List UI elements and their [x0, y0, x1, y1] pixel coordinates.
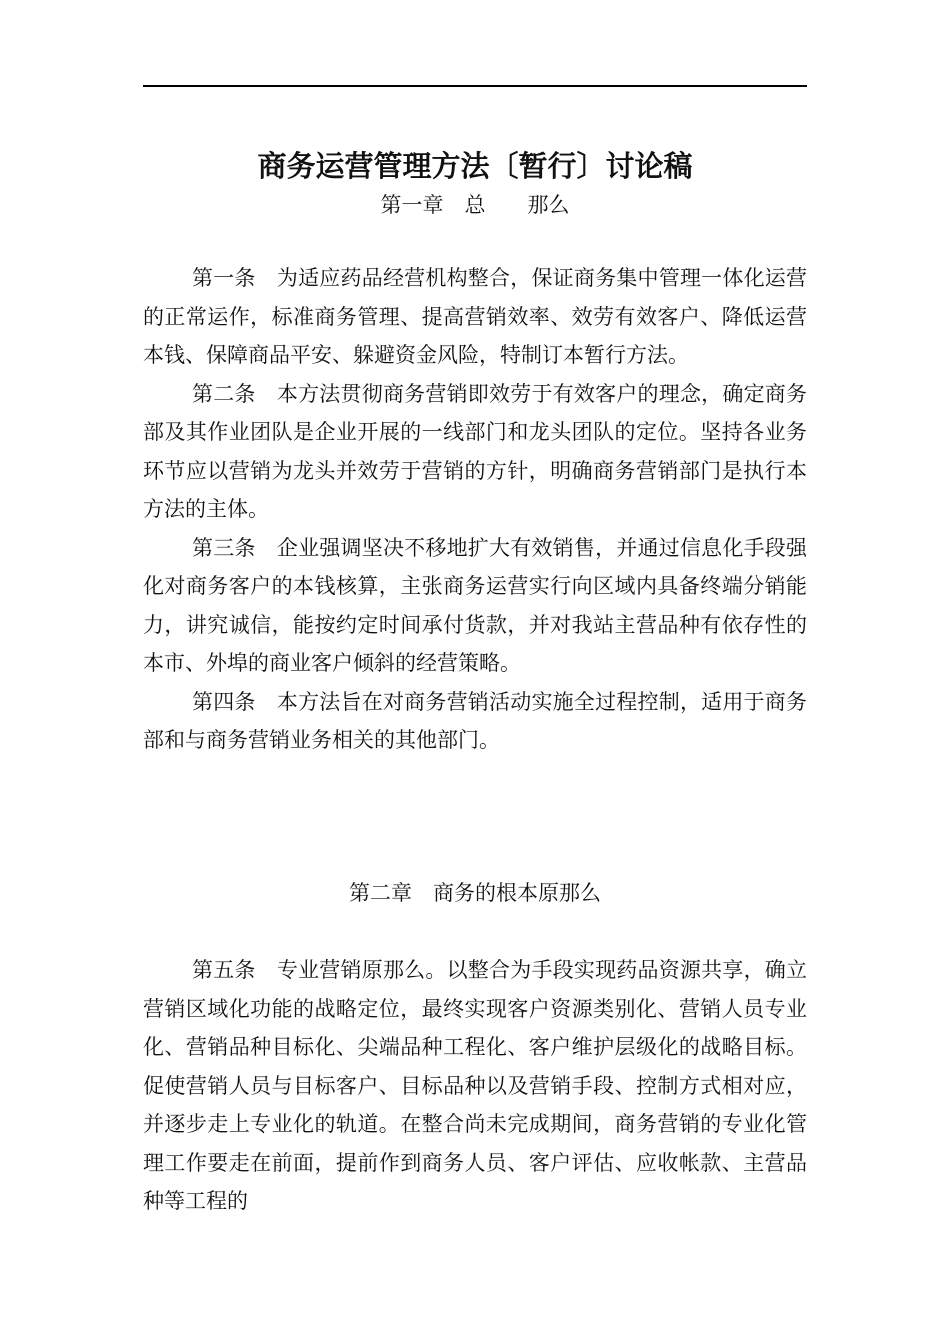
article-text: 企业强调坚决不移地扩大有效销售，并通过信息化手段强化对商务客户的本钱核算，主张商务运营实行向区域内具备终端分销能力，讲究诚信，能按约定时间承付货款，并对我站主营品种有依存性的本市、外埠的商业客户倾斜的经营策略。 — [143, 535, 808, 675]
chapter-1-heading: 第一章 总 那么 — [380, 193, 570, 217]
article-2 — [143, 375, 807, 529]
article-text: 为适应药品经营机构整合，保证商务集中管理一体化运营的正常运作，标准商务管理、提高营销效率、效劳有效客户、降低运营本钱、保障商品平安、躲避资金风险，特制订本暂行方法。 — [143, 266, 808, 367]
article-text: 本方法旨在对商务营销活动实施全过程控制，适用于商务部和与商务营销业务相关的其他部门。 — [143, 689, 808, 752]
article-label: 第一条 — [192, 266, 256, 290]
article-3 — [143, 529, 807, 683]
article-text: 专业营销原那么。以整合为手段实现药品资源共享，确立营销区域化功能的战略定位，最终实现客户资源类别化、营销人员专业化、营销品种目标化、尖端品种工程化、客户维护层级化的战略目标。促使营销人员与目标客户、目标品种以及营销手段、控制方式相对应，并逐步走上专业化的轨道。在整合尚未完成期间，商务营销的专业化管理工作要走在前面，提前作到商务人员、客户评估、应收帐款、主营品种等工程的 — [143, 958, 808, 1213]
header-rule — [143, 85, 807, 87]
chapter-2-body — [143, 951, 807, 1221]
article-5 — [143, 951, 807, 1221]
article-label: 第二条 — [192, 381, 256, 406]
article-label: 第三条 — [192, 535, 256, 560]
article-label: 第四条 — [192, 689, 256, 714]
article-text: 本方法贯彻商务营销即效劳于有效客户的理念，确定商务部及其作业团队是企业开展的一线部门和龙头团队的定位。坚持各业务环节应以营销为龙头并效劳于营销的方针，明确商务营销部门是执行本方法的主体。 — [143, 381, 808, 521]
document-title: 商务运营管理方法〔暂行〕讨论稿 — [257, 149, 693, 183]
chapter-2-heading: 第二章 商务的根本原那么 — [349, 881, 601, 905]
article-1 — [143, 259, 807, 375]
article-4 — [143, 683, 807, 760]
article-label: 第五条 — [192, 958, 256, 982]
chapter-1-body — [143, 259, 807, 760]
